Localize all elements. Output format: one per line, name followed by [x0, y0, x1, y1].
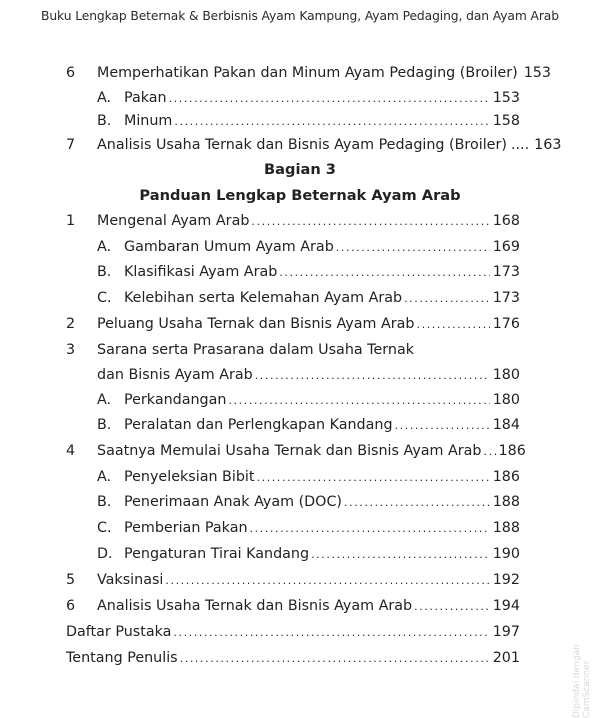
- entry-title: Perkandangan: [124, 392, 227, 408]
- dot-leader: [228, 391, 489, 411]
- dot-leader: [180, 649, 490, 669]
- toc-entry: [66, 211, 520, 232]
- toc-entry: [66, 441, 526, 462]
- dot-leader: [414, 597, 490, 617]
- toc-entry: [66, 596, 520, 617]
- entry-title: Analisis Usaha Ternak dan Bisnis Ayam Pedaging (Broiler): [97, 137, 507, 153]
- dot-leader: [250, 519, 490, 539]
- toc-entry: [66, 648, 520, 669]
- entry-title: Analisis Usaha Ternak dan Bisnis Ayam Arab: [97, 598, 413, 614]
- entry-page: 153: [492, 90, 520, 106]
- dot-leader: [417, 315, 490, 335]
- part-label: Bagian 3: [264, 161, 336, 178]
- entry-page: 180: [492, 392, 520, 408]
- entry-number: 6: [66, 598, 76, 614]
- entry-page: 176: [492, 316, 520, 332]
- toc-entry: [66, 63, 551, 83]
- dot-leader: [344, 493, 490, 513]
- scanner-watermark: Dipindai dengan CamScanner: [572, 644, 592, 718]
- entry-title: Daftar Pustaka: [66, 624, 172, 640]
- toc-entry: [66, 622, 520, 643]
- entry-letter: A.: [97, 239, 112, 255]
- entry-title: dan Bisnis Ayam Arab: [97, 367, 253, 383]
- entry-title: Minum: [124, 113, 173, 129]
- entry-title: Klasifikasi Ayam Arab: [124, 264, 278, 280]
- toc-entry: [97, 467, 520, 488]
- entry-page: 188: [492, 494, 520, 510]
- toc-entry-continuation: [97, 365, 520, 386]
- entry-letter: C.: [97, 520, 112, 536]
- dot-leader: [165, 571, 489, 591]
- entry-letter: B.: [97, 264, 112, 280]
- entry-number: 2: [66, 316, 76, 332]
- entry-page: 173: [492, 264, 520, 280]
- running-header: Buku Lengkap Beternak & Berbisnis Ayam Kampung, Ayam Pedaging, dan Ayam Arab: [41, 9, 559, 23]
- entry-page: 190: [492, 546, 520, 562]
- entry-letter: A.: [97, 90, 112, 106]
- entry-page: 197: [492, 624, 520, 640]
- entry-title: Sarana serta Prasarana dalam Usaha Ternak: [97, 342, 415, 358]
- part-title: Panduan Lengkap Beternak Ayam Arab: [139, 187, 461, 204]
- entry-number: 7: [66, 137, 76, 153]
- toc-entry: [97, 88, 520, 109]
- entry-title: Saatnya Memulai Usaha Ternak dan Bisnis Ayam Arab: [97, 443, 482, 459]
- entry-title: Mengenal Ayam Arab: [97, 213, 250, 229]
- dot-leader: [174, 112, 489, 132]
- entry-letter: C.: [97, 290, 112, 306]
- entry-letter: A.: [97, 392, 112, 408]
- toc-entry: [97, 111, 520, 132]
- toc-entry: [97, 492, 520, 513]
- entry-title: Peralatan dan Perlengkapan Kandang: [124, 417, 393, 433]
- entry-page: 186: [492, 469, 520, 485]
- entry-number: 5: [66, 572, 76, 588]
- entry-title: Pengaturan Tirai Kandang: [124, 546, 310, 562]
- entry-title: Pemberian Pakan: [124, 520, 248, 536]
- entry-page: 180: [492, 367, 520, 383]
- entry-letter: B.: [97, 113, 112, 129]
- dot-leader: [279, 263, 489, 283]
- entry-title: Vaksinasi: [97, 572, 164, 588]
- entry-page: 192: [492, 572, 520, 588]
- dot-leader: [173, 623, 489, 643]
- entry-page: 201: [492, 650, 520, 666]
- dot-leader: [484, 442, 496, 462]
- entry-title: Gambaran Umum Ayam Arab: [124, 239, 334, 255]
- entry-title: Memperhatikan Pakan dan Minum Ayam Pedaging (Broiler): [97, 65, 518, 81]
- dot-leader: [404, 289, 490, 309]
- entry-number: 3: [66, 342, 76, 358]
- entry-number: 4: [66, 443, 76, 459]
- entry-title: Pakan: [124, 90, 167, 106]
- toc-entry: [97, 518, 520, 539]
- entry-title: Kelebihan serta Kelemahan Ayam Arab: [124, 290, 403, 306]
- toc-entry: [66, 340, 520, 360]
- entry-number: 6: [66, 65, 76, 81]
- entry-number: 1: [66, 213, 76, 229]
- entry-letter: B.: [97, 417, 112, 433]
- dot-leader: ....: [510, 137, 530, 153]
- toc-entry: [97, 237, 520, 258]
- entry-letter: D.: [97, 546, 113, 562]
- entry-title: Penerimaan Anak Ayam (DOC): [124, 494, 342, 510]
- entry-title: Penyeleksian Bibit: [124, 469, 255, 485]
- entry-page: 168: [492, 213, 520, 229]
- toc-entry: [66, 570, 520, 591]
- entry-title: Peluang Usaha Ternak dan Bisnis Ayam Arab: [97, 316, 415, 332]
- entry-page: 173: [492, 290, 520, 306]
- entry-page: 186: [498, 443, 526, 459]
- entry-page: 158: [492, 113, 520, 129]
- toc-entry: [66, 314, 520, 335]
- dot-leader: [336, 238, 490, 258]
- toc-entry: [97, 544, 520, 565]
- toc-entry: [97, 390, 520, 411]
- entry-letter: A.: [97, 469, 112, 485]
- dot-leader: [395, 416, 490, 436]
- entry-page: 153: [523, 65, 551, 81]
- entry-page: 163: [534, 137, 562, 153]
- entry-title: Tentang Penulis: [66, 650, 178, 666]
- dot-leader: [169, 89, 490, 109]
- toc-entry: [66, 135, 562, 155]
- entry-page: 194: [492, 598, 520, 614]
- entry-page: 169: [492, 239, 520, 255]
- dot-leader: [311, 545, 490, 565]
- toc-entry: [97, 262, 520, 283]
- dot-leader: [251, 212, 489, 232]
- entry-letter: B.: [97, 494, 112, 510]
- toc-entry: [97, 288, 520, 309]
- entry-page: 188: [492, 520, 520, 536]
- toc-entry: [97, 415, 520, 436]
- dot-leader: [257, 468, 490, 488]
- dot-leader: [255, 366, 490, 386]
- entry-page: 184: [492, 417, 520, 433]
